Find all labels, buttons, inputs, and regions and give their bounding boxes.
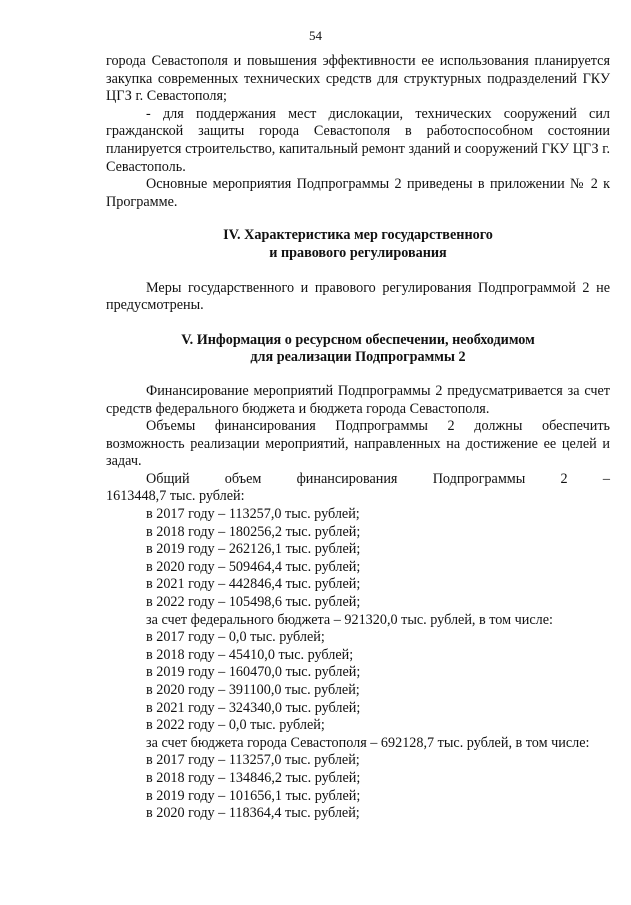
section-5-paragraph-2: Объемы финансирования Подпрограммы 2 должны обеспечить возможность реализации мероприятий, направленных на достижение ее целей и задач. (106, 418, 610, 470)
total-word: объем (224, 470, 262, 487)
federal-year-item: в 2022 году – 0,0 тыс. рублей; (146, 717, 325, 734)
federal-year-item: в 2020 году – 391100,0 тыс. рублей; (146, 682, 360, 698)
federal-year-item: в 2018 году – 45410,0 тыс. рублей; (146, 646, 354, 663)
total-financing-line (106, 471, 610, 489)
intro-paragraph-2: - для поддержания мест дислокации, технических сооружений сил гражданской защиты города Севастополя в работоспособном состоянии планируется строительство, капитальный ремонт зданий и сооружений ГКУ ЦГЗ г. Севастополь. (106, 105, 610, 175)
federal-budget-intro: за счет федерального бюджета – 921320,0 тыс. рублей, в том числе: (146, 611, 553, 628)
total-year-item: в 2022 году – 105498,6 тыс. рублей; (146, 594, 361, 611)
intro-paragraph-3: Основные мероприятия Подпрограммы 2 приведены в приложении № 2 к Программе. (106, 176, 610, 210)
section-4-text: Меры государственного и правового регулирования Подпрограммой 2 не предусмотрены. (106, 279, 610, 314)
page-number: 54 (309, 28, 322, 43)
intro-paragraph-1: города Севастополя и повышения эффективности ее использования планируется закупка современных технических средств для структурных подразделений ГКУ ЦГЗ г. Севастополя; (106, 53, 610, 105)
city-year-item: в 2017 году – 113257,0 тыс. рублей; (146, 752, 360, 769)
document-body (106, 53, 610, 823)
section-5-title-line-2: для реализации Подпрограммы 2 (250, 349, 466, 366)
city-year-item: в 2018 году – 134846,2 тыс. рублей; (146, 769, 361, 786)
total-year-item: в 2020 году – 509464,4 тыс. рублей; (146, 558, 361, 575)
section-4-title-line-1: IV. Характеристика мер государственного (223, 227, 493, 244)
section-5-title-line-1: V. Информация о ресурсном обеспечении, необходимом (181, 331, 535, 348)
federal-year-item: в 2021 году – 324340,0 тыс. рублей; (146, 699, 361, 716)
total-word: – (602, 470, 610, 487)
city-budget-intro: за счет бюджета города Севастополя – 692128,7 тыс. рублей, в том числе: (146, 734, 590, 751)
total-word: финансирования (296, 470, 398, 487)
federal-year-item: в 2019 году – 160470,0 тыс. рублей; (146, 664, 361, 681)
total-word: Подпрограммы (432, 470, 526, 487)
total-year-item: в 2021 году – 442846,4 тыс. рублей; (146, 576, 361, 593)
total-word: 2 (560, 470, 568, 487)
total-year-item: в 2019 году – 262126,1 тыс. рублей; (146, 541, 361, 558)
total-year-item: в 2018 году – 180256,2 тыс. рублей; (146, 523, 361, 540)
city-year-item: в 2020 году – 118364,4 тыс. рублей; (146, 805, 360, 822)
city-year-item: в 2019 году – 101656,1 тыс. рублей; (146, 787, 361, 804)
federal-year-item: в 2017 году – 0,0 тыс. рублей; (146, 629, 325, 646)
section-4-title-line-2: и правового регулирования (269, 244, 447, 261)
total-financing-value: 1613448,7 тыс. рублей: (106, 488, 245, 505)
section-5-paragraph-1: Финансирование мероприятий Подпрограммы 2 предусматривается за счет средств федерального бюджета и бюджета города Севастополя. (106, 382, 610, 417)
total-year-item: в 2017 году – 113257,0 тыс. рублей; (146, 506, 360, 523)
total-word: Общий (146, 470, 190, 487)
